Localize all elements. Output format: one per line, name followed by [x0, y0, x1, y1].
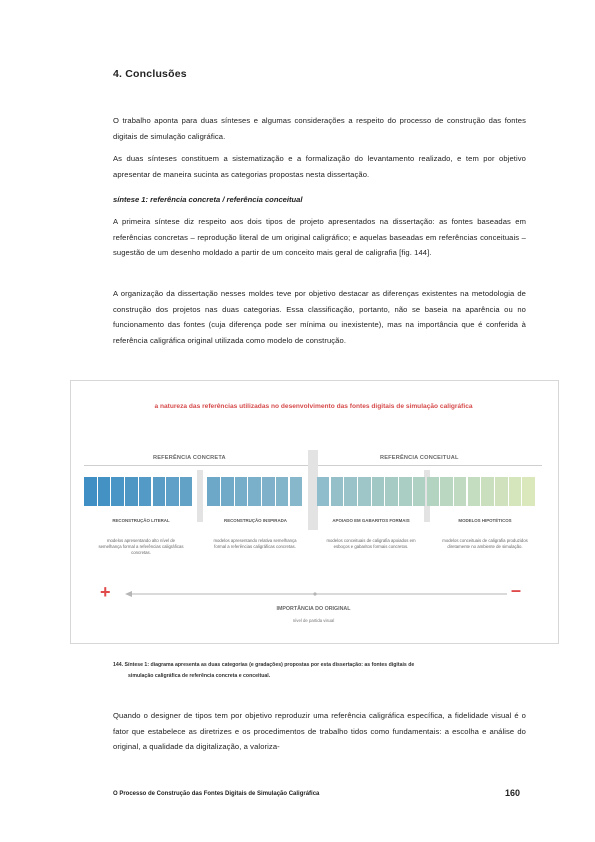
- gradient-cell: [427, 477, 440, 506]
- category-desc-literal: modelos apresentando alto nível de semelhança formal a referências caligráficas concretas.: [98, 538, 184, 555]
- gradient-cell: [344, 477, 357, 506]
- gradient-cell: [454, 477, 467, 506]
- divider-concrete-levels: [197, 470, 203, 522]
- gradient-cell: [221, 477, 234, 506]
- gradient-cell: [413, 477, 426, 506]
- gradient-cell: [248, 477, 261, 506]
- gradient-cell: [166, 477, 179, 506]
- gradient-cell: [522, 477, 535, 506]
- figure-title: a natureza das referências utilizadas no desenvolvimento das fontes digitais de simulação caligráfica: [154, 403, 473, 410]
- gradient-cell: [509, 477, 522, 506]
- importance-label: IMPORTÂNCIA DO ORIGINAL: [276, 606, 351, 612]
- gradient-cell: [125, 477, 138, 506]
- importance-arrow: [125, 588, 510, 600]
- gradient-cell: [481, 477, 494, 506]
- gradient-cell: [207, 477, 220, 506]
- paragraph-synthesis: As duas sínteses constituem a sistematização e a formalização do levantamento realizado, e tem por objetivo apresentar de maneira sucinta as categorias propostas nesta dissertação.: [113, 154, 526, 179]
- category-desc-inspired: modelos apresentando relativa semelhança formal a referências caligráficas concretas.: [213, 538, 297, 549]
- gradient-cell: [235, 477, 248, 506]
- category-label-hypothetical: MODELOS HIPOTÉTICOS: [458, 518, 512, 523]
- gradient-cell: [262, 477, 275, 506]
- gradient-cell: [290, 477, 303, 506]
- gradient-cell: [358, 477, 371, 506]
- gradient-cell: [180, 477, 193, 506]
- figure-caption: [113, 660, 523, 682]
- category-label-templates: APOIADO EM GABARITOS FORMAIS: [332, 518, 410, 523]
- paragraph-first-synthesis: A primeira síntese diz respeito aos dois tipos de projeto apresentados na dissertação: as fontes baseadas em referências concretas – reprodução literal de um original caligráfico; e aquelas baseadas em referências conceituais – sugestão de um desenho moldado a partir de um conceito mais geral de caligrafia [fig. 144].: [113, 217, 526, 258]
- category-desc-templates: modelos conceituais de caligrafia apoiados em esboços e gabaritos formais concretos.: [326, 538, 416, 549]
- label-reference-conceptual: REFERÊNCIA CONCEITUAL: [380, 455, 459, 461]
- category-desc-hypothetical: modelos conceituais de caligrafia produzidos diretamente no ambiente de simulação.: [442, 538, 528, 549]
- gradient-cell: [331, 477, 344, 506]
- gradient-cell: [317, 477, 330, 506]
- gradient-cell: [468, 477, 481, 506]
- underline-concrete: [84, 465, 308, 466]
- paragraph-designer: Quando o designer de tipos tem por objetivo reproduzir uma referência caligráfica específica, a fidelidade visual é o fator que estabelece as diretrizes e os procedimentos de trabalho tidos como fundamentais: a escolha e análise do original, a qualidade da digitalização, a valoriza-: [113, 711, 526, 752]
- category-label-inspired: RECONSTRUÇÃO INSPIRADA: [224, 518, 287, 523]
- caption-line-1: 144. Síntese 1: diagrama apresenta as duas categorias (e gradações) propostas por esta dissertação: as fontes digitais de: [113, 662, 415, 668]
- gradient-cell: [440, 477, 453, 506]
- importance-sublabel: nível de partida visual: [292, 618, 335, 623]
- gradient-cell: [372, 477, 385, 506]
- gradient-cell: [385, 477, 398, 506]
- gradient-cell: [98, 477, 111, 506]
- minus-sign: –: [511, 580, 522, 600]
- caption-line-2: simulação caligráfica de referência concreta e conceitual.: [128, 673, 271, 679]
- paragraph-organization: A organização da dissertação nesses moldes teve por objetivo destacar as diferenças existentes na metodologia de construção dos projetos nas duas categorias. Essa classificação, portanto, não se baseia na aparência ou no funcionamento das fontes (cuja diferença pode ser mínima ou inexistente), mas na importância que é conferida à referência caligráfica original utilizada como modelo de construção.: [113, 289, 526, 345]
- category-label-literal: RECONSTRUÇÃO LITERAL: [112, 518, 170, 523]
- section-heading: 4. Conclusões: [113, 68, 187, 80]
- subheading-synthesis-1: síntese 1: referência concreta / referência conceitual: [113, 195, 303, 204]
- paragraph-intro: O trabalho aponta para duas sínteses e algumas considerações a respeito do processo de construção das fontes digitais de simulação caligráfica.: [113, 116, 526, 141]
- page-number: 160: [505, 788, 521, 798]
- plus-sign: +: [100, 582, 111, 602]
- footer-title: O Processo de Construção das Fontes Digitais de Simulação Caligráfica: [113, 791, 320, 797]
- underline-conceptual: [318, 465, 542, 466]
- gradient-cell: [153, 477, 166, 506]
- gradient-cell: [84, 477, 97, 506]
- label-reference-concrete: REFERÊNCIA CONCRETA: [153, 455, 226, 461]
- gradient-cell: [495, 477, 508, 506]
- gradient-cell: [276, 477, 289, 506]
- gradient-cell: [111, 477, 124, 506]
- gradient-cell: [139, 477, 152, 506]
- gradient-cell: [399, 477, 412, 506]
